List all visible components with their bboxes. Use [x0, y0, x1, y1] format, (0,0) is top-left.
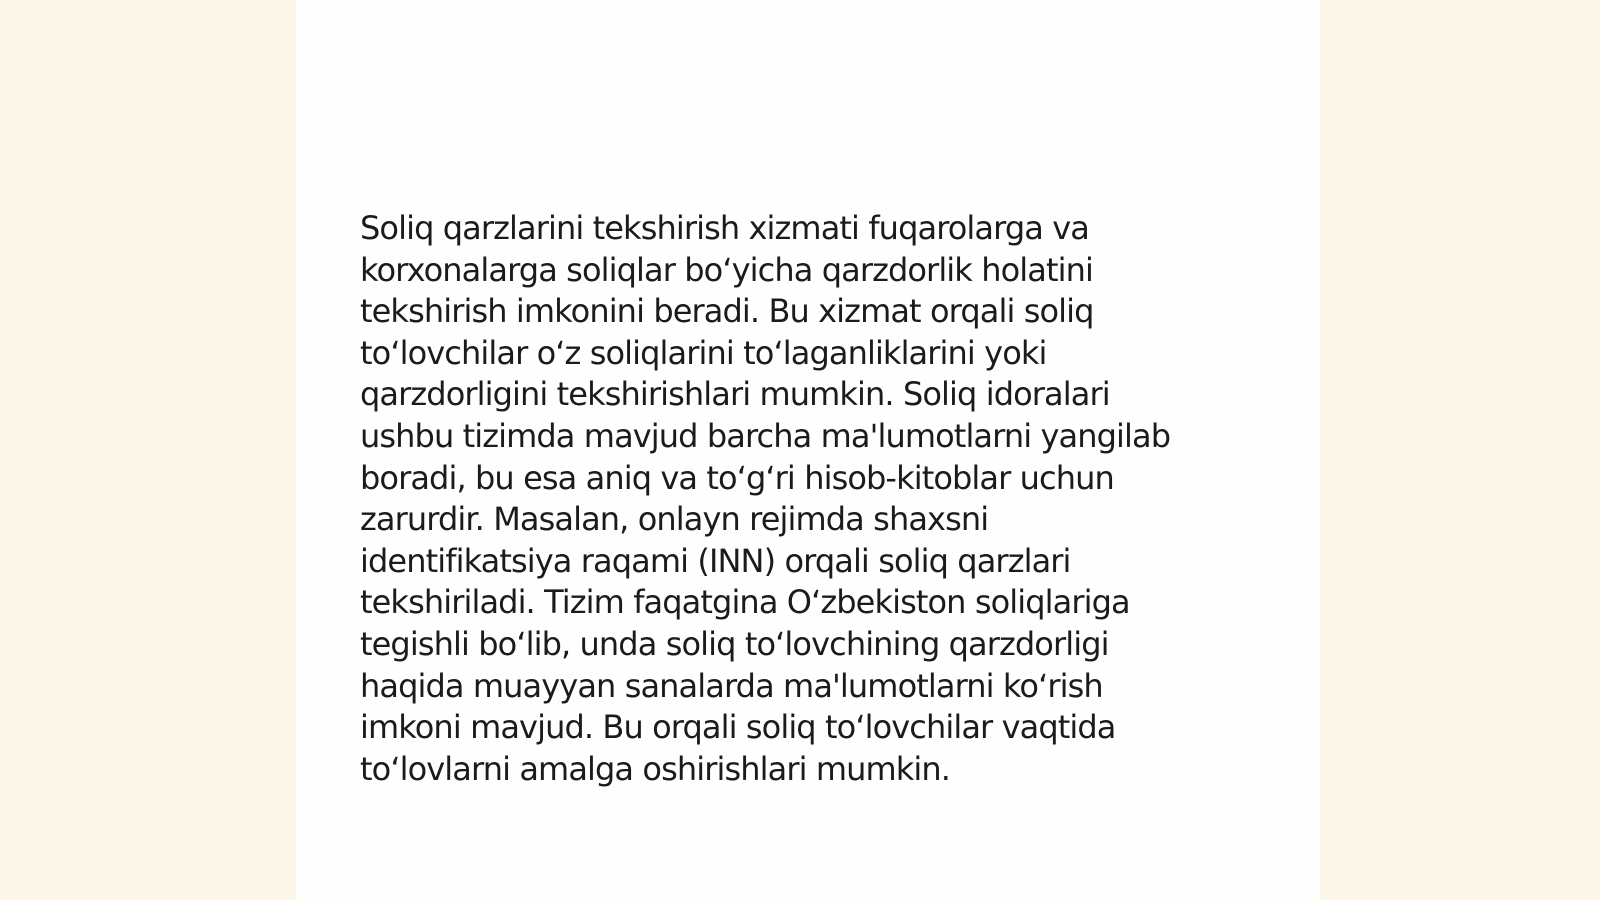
- body-paragraph: Soliq qarzlarini tekshirish xizmati fuqarolarga va korxonalarga soliqlar boʻyicha qarzdorlik holatini tekshirish imkonini beradi. Bu xizmat orqali soliq toʻlovchilar oʻz soliqlarini toʻlaganliklarini yoki qarzdorligini tekshirishlari mumkin. Soliq idoralari ushbu tizimda mavjud barcha ma'lumotlarni yangilab boradi, bu esa aniq va toʻgʻri hisob-kitoblar uchun zarurdir. Masalan, onlayn rejimda shaxsni identifikatsiya raqami (INN) orqali soliq qarzlari tekshiriladi. Tizim faqatgina Oʻzbekiston soliqlariga tegishli boʻlib, unda soliq toʻlovchining qarzdorligi haqida muayyan sanalarda ma'lumotlarni koʻrish imkoni mavjud. Bu orqali soliq toʻlovchilar vaqtida toʻlovlarni amalga oshirishlari mumkin.: [360, 209, 1171, 788]
- slide-page: [296, 0, 1320, 900]
